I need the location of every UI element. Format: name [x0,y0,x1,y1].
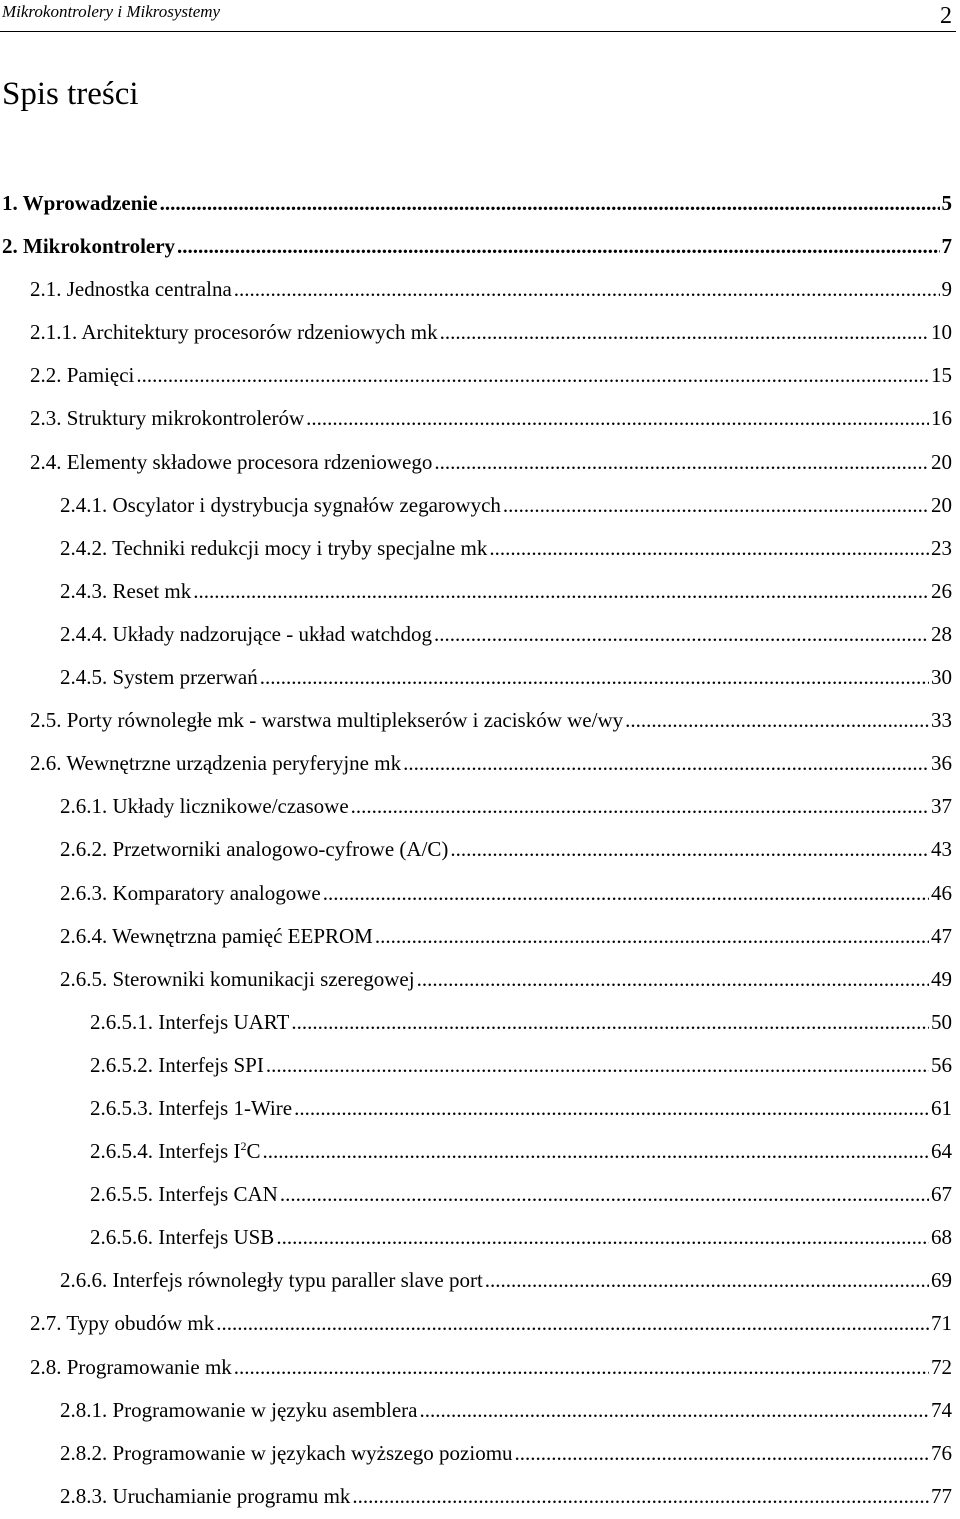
toc-leader-dots [503,484,929,527]
toc-entry[interactable] [0,828,960,871]
toc-entry-text: 2.6.5. Sterowniki komunikacji szeregowej [60,966,415,991]
toc-leader-dots [450,828,929,871]
toc-entry-text: 2.1. Jednostka centralna [30,277,232,302]
page-header [0,0,956,32]
toc-entry-text: 1. Wprowadzenie [2,191,158,215]
toc-entry-page: 20 [931,492,952,517]
toc-entry-page: 36 [931,751,952,776]
toc-entry[interactable] [0,182,960,225]
toc-entry[interactable] [0,1346,960,1389]
toc-leader-dots [625,699,929,742]
toc-entry[interactable] [0,1044,960,1087]
toc-leader-dots [136,354,929,397]
toc-leader-dots [434,441,929,484]
toc-leader-dots [352,1475,929,1518]
toc-entry[interactable] [0,397,960,440]
toc-entry-page: 43 [931,837,952,862]
toc-leader-dots [323,872,929,915]
toc-entry-text: 2.3. Struktury mikrokontrolerów [30,406,305,431]
toc-entry-text: 2.6.5.4. Interfejs $I^2C$ [90,1139,261,1164]
toc-entry-text: 2.6.5.5. Interfejs CAN [90,1182,278,1207]
toc-leader-dots [294,1087,929,1130]
toc-entry[interactable] [0,613,960,656]
toc-entry-page: 30 [931,665,952,690]
toc-entry-text: 2.6.3. Komparatory analogowe [60,880,321,905]
toc-entry-text: 2.4.2. Techniki redukcji mocy i tryby specjalne mk [60,535,488,560]
toc-entry-page: 9 [941,277,952,302]
toc-entry[interactable] [0,484,960,527]
toc-entry[interactable] [0,527,960,570]
toc-entry-text: 2.5. Porty równoległe mk - warstwa multiplekserów i zacisków we/wy [30,708,624,733]
toc-leader-dots [234,1346,929,1389]
toc-entry-page: 28 [931,621,952,646]
toc-entry[interactable] [0,1259,960,1302]
toc-entry-text: 2.2. Pamięci [30,363,135,388]
toc-entry-page: 74 [931,1397,952,1422]
toc-entry-text: 2.8. Programowanie mk [30,1354,232,1379]
toc-entry-page: 49 [931,966,952,991]
table-of-contents [0,182,960,1518]
toc-entry[interactable] [0,1475,960,1518]
toc-leader-dots [417,958,929,1001]
toc-leader-dots [515,1432,929,1475]
toc-leader-dots [234,268,940,311]
toc-entry[interactable] [0,1216,960,1259]
toc-entry[interactable] [0,1389,960,1432]
toc-entry[interactable] [0,958,960,1001]
toc-leader-dots [403,742,929,785]
toc-entry-page: 46 [931,880,952,905]
toc-entry-page: 72 [931,1354,952,1379]
toc-leader-dots [216,1302,929,1345]
toc-leader-dots [262,1130,929,1173]
toc-entry-text: 2.7. Typy obudów mk [30,1311,215,1336]
toc-entry-page: 47 [931,923,952,948]
toc-entry-page: 5 [941,191,952,215]
toc-entry-page: 64 [931,1139,952,1164]
toc-leader-dots [485,1259,929,1302]
toc-entry[interactable] [0,1130,960,1173]
toc-leader-dots [177,225,939,268]
toc-leader-dots [280,1173,929,1216]
toc-leader-dots [266,1044,929,1087]
toc-entry[interactable] [0,1432,960,1475]
toc-heading: Spis treści [2,76,139,112]
toc-leader-dots [276,1216,929,1259]
toc-entry-text: 2.6.5.6. Interfejs USB [90,1225,275,1250]
toc-entry-page: 16 [931,406,952,431]
toc-entry-text: 2. Mikrokontrolery [2,234,176,259]
toc-entry-page: 68 [931,1225,952,1250]
toc-entry-text: 2.6.5.2. Interfejs SPI [90,1052,264,1077]
toc-leader-dots [375,915,929,958]
toc-entry[interactable] [0,1001,960,1044]
toc-entry[interactable] [0,1173,960,1216]
toc-entry-text: 2.6.2. Przetworniki analogowo-cyfrowe (A/C) [60,837,449,862]
toc-leader-dots [434,613,929,656]
toc-entry[interactable] [0,570,960,613]
toc-entry-page: 71 [931,1311,952,1336]
page-number: 2 [940,3,952,29]
toc-entry-page: 23 [931,535,952,560]
toc-entry-text: 2.6.6. Interfejs równoległy typu paraller slave port [60,1268,483,1293]
toc-entry[interactable] [0,742,960,785]
toc-entry-text: 2.8.1. Programowanie w języku asemblera [60,1397,418,1422]
toc-leader-dots [419,1389,929,1432]
toc-entry[interactable] [0,311,960,354]
toc-entry-text: 2.4.4. Układy nadzorujące - układ watchdog [60,621,433,646]
toc-entry[interactable] [0,656,960,699]
toc-entry-page: 76 [931,1440,952,1465]
toc-leader-dots [351,785,929,828]
toc-leader-dots [260,656,929,699]
toc-entry[interactable] [0,1302,960,1345]
toc-leader-dots [306,397,929,440]
toc-entry-page: 37 [931,794,952,819]
toc-entry-page: 26 [931,578,952,603]
toc-entry-page: 69 [931,1268,952,1293]
toc-entry-page: 7 [941,234,952,259]
toc-entry-page: 61 [931,1095,952,1120]
toc-entry[interactable] [0,872,960,915]
toc-entry-page: 33 [931,708,952,733]
toc-entry-page: 10 [931,320,952,345]
toc-leader-dots [291,1001,929,1044]
toc-entry[interactable] [0,225,960,268]
toc-entry-text: 2.4.1. Oscylator i dystrybucja sygnałów zegarowych [60,492,501,517]
toc-entry[interactable] [0,699,960,742]
toc-entry-text: 2.1.1. Architektury procesorów rdzeniowych mk [30,320,438,345]
toc-entry-text: 2.4.5. System przerwań [60,665,258,690]
toc-entry-text: 2.6.5.3. Interfejs 1-Wire [90,1095,293,1120]
toc-entry-text: 2.6.4. Wewnętrzna pamięć EEPROM [60,923,373,948]
toc-entry-page: 20 [931,449,952,474]
toc-entry-page: 67 [931,1182,952,1207]
toc-entry[interactable] [0,354,960,397]
toc-entry-page: 50 [931,1009,952,1034]
toc-entry[interactable] [0,441,960,484]
toc-entry-superscript: 2 [240,1139,247,1154]
toc-entry[interactable] [0,785,960,828]
toc-entry-text: 2.8.3. Uruchamianie programu mk [60,1483,351,1508]
toc-entry-text: 2.4. Elementy składowe procesora rdzeniowego [30,449,433,474]
toc-entry[interactable] [0,1087,960,1130]
toc-leader-dots [489,527,929,570]
toc-leader-dots [160,182,940,225]
toc-entry-suffix: C [246,1139,261,1164]
toc-entry-text: 2.6. Wewnętrzne urządzenia peryferyjne mk [30,751,402,776]
toc-entry-page: 15 [931,363,952,388]
toc-entry-text: 2.6.5.1. Interfejs UART [90,1009,290,1034]
toc-entry-text: 2.4.3. Reset mk [60,578,192,603]
toc-entry[interactable] [0,915,960,958]
toc-entry-text: 2.8.2. Programowanie w językach wyższego poziomu [60,1440,513,1465]
toc-entry-page: 56 [931,1052,952,1077]
toc-leader-dots [193,570,929,613]
document-title: Mikrokontrolery i Mikrosystemy [2,2,221,21]
toc-entry-text: 2.6.1. Układy licznikowe/czasowe [60,794,349,819]
toc-leader-dots [440,311,929,354]
toc-entry[interactable] [0,268,960,311]
toc-entry-page: 77 [931,1483,952,1508]
